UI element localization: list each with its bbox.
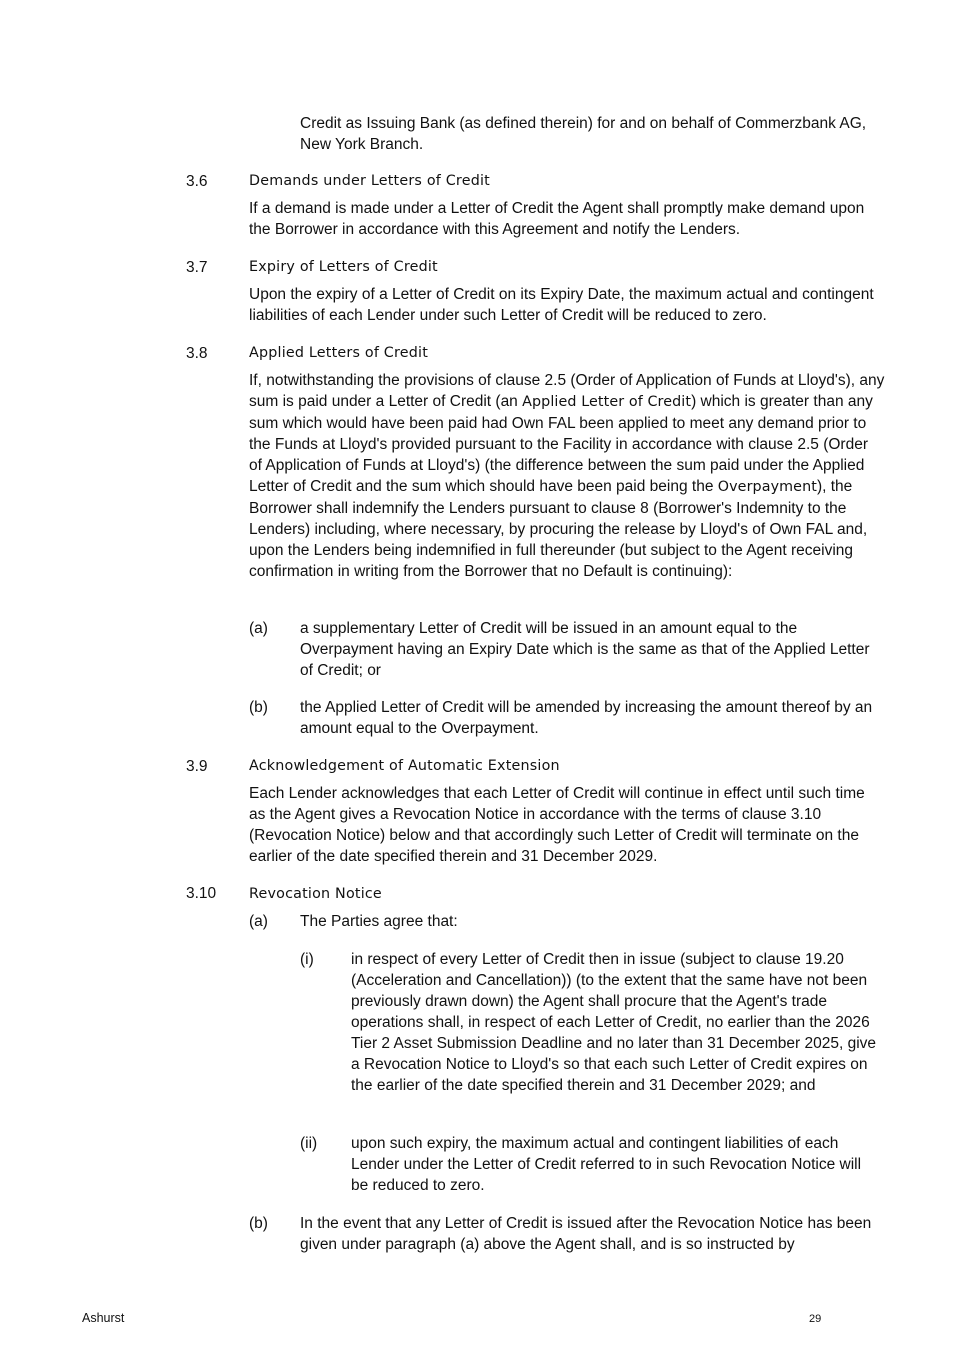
clause-3-10-item-b-text: In the event that any Letter of Credit is issued after the Revocation Notice has been given under paragraph (a) above the Agent shall, and is so instructed by	[300, 1215, 872, 1253]
clause-3-6-heading: Demands under Letters of Credit	[249, 173, 490, 189]
clause-3-7-body: Upon the expiry of a Letter of Credit on its Expiry Date, the maximum actual and contingent liabilities of each Lender under such Letter of Credit will be reduced to zero.	[249, 286, 874, 324]
page-number: 29	[809, 1313, 822, 1325]
clause-3-8-item-a-label: (a)	[249, 620, 268, 637]
clause-3-8-body-part-2: ) which is greater than any sum which would have been paid had Own FAL been applied to meet any demand prior to the Funds at Lloyd's provided pursuant to the Facility in accordance with clause 2.5 (Order of Application of Funds at Lloyd's) (the difference between the sum paid under the Applied Letter of Credit and the sum which should have been paid being the	[249, 393, 873, 495]
clause-3-9-number: 3.9	[186, 758, 208, 775]
clause-3-10-heading: Revocation Notice	[249, 886, 382, 902]
clause-3-10-subitem-i-text: in respect of every Letter of Credit then in issue (subject to clause 19.20 (Acceleration and Cancellation)) (to the extent that the same have not been previously drawn down) the Agent shall procure that the Agent's trade operations shall, in respect of each Letter of Credit, no earlier than the 2026 Tier 2 Asset Submission Deadline and no later than 31 December 2025, give a Revocation Notice to Lloyd's so that each such Letter of Credit expires on the earlier of the date specified therein and 31 December 2029; and	[351, 951, 877, 1094]
clause-3-8-item-a-text: a supplementary Letter of Credit will be issued in an amount equal to the Overpayment having an Expiry Date which is the same as that of the Applied Letter of Credit; or	[300, 620, 870, 679]
clause-3-7-heading: Expiry of Letters of Credit	[249, 259, 438, 275]
clause-3-9-body: Each Lender acknowledges that each Letter of Credit will continue in effect until such time as the Agent gives a Revocation Notice in accordance with the terms of clause 3.10 (Revocation Notice) below and that accordingly such Letter of Credit will terminate on the earlier of the date specified therein and 31 December 2029.	[249, 785, 865, 865]
clause-3-10-subitem-ii-text: upon such expiry, the maximum actual and contingent liabilities of each Lender under the Letter of Credit referred to in such Revocation Notice will be reduced to zero.	[351, 1135, 862, 1194]
clause-3-8-body-part-3: ), the Borrower shall indemnify the Lenders pursuant to clause 8 (Borrower's Indemnity to the Lenders) including, where necessary, by procuring the release by Lloyd's of Own FAL and, upon the Lenders being indemnified in full thereunder (but subject to the Agent receiving confirmation in writing from the Borrower that no Default is continuing):	[249, 478, 868, 580]
defined-term-overpayment: Overpayment	[717, 479, 817, 495]
clause-3-6-number: 3.6	[186, 173, 208, 190]
clause-3-7-number: 3.7	[186, 259, 208, 276]
clause-3-10-subitem-i-label: (i)	[300, 951, 314, 968]
clause-3-9-heading: Acknowledgement of Automatic Extension	[249, 758, 560, 774]
clause-3-8-heading: Applied Letters of Credit	[249, 345, 428, 361]
footer-firm-name: Ashurst	[82, 1311, 125, 1325]
clause-3-8-number: 3.8	[186, 345, 208, 362]
clause-3-10-number: 3.10	[186, 885, 217, 902]
clause-3-10-item-b-label: (b)	[249, 1215, 268, 1232]
clause-3-10-item-a-text: The Parties agree that:	[300, 913, 458, 930]
clause-3-10-subitem-ii-label: (ii)	[300, 1135, 318, 1152]
clause-3-6-body: If a demand is made under a Letter of Credit the Agent shall promptly make demand upon the Borrower in accordance with this Agreement and notify the Lenders.	[249, 200, 865, 238]
continuation-paragraph: Credit as Issuing Bank (as defined therein) for and on behalf of Commerzbank AG, New York Branch.	[300, 115, 867, 153]
clause-3-8-body	[249, 370, 885, 582]
clause-3-10-item-a-label: (a)	[249, 913, 268, 930]
clause-3-8-body-part-1: If, notwithstanding the provisions of clause 2.5 (Order of Application of Funds at Lloyd's), any sum is paid under a Letter of Credit (an	[249, 372, 885, 410]
defined-term-applied-letter-of-credit: Applied Letter of Credit	[522, 394, 692, 410]
clause-3-8-item-b-text: the Applied Letter of Credit will be amended by increasing the amount thereof by an amount equal to the Overpayment.	[300, 699, 873, 737]
clause-3-8-item-b-label: (b)	[249, 699, 268, 716]
